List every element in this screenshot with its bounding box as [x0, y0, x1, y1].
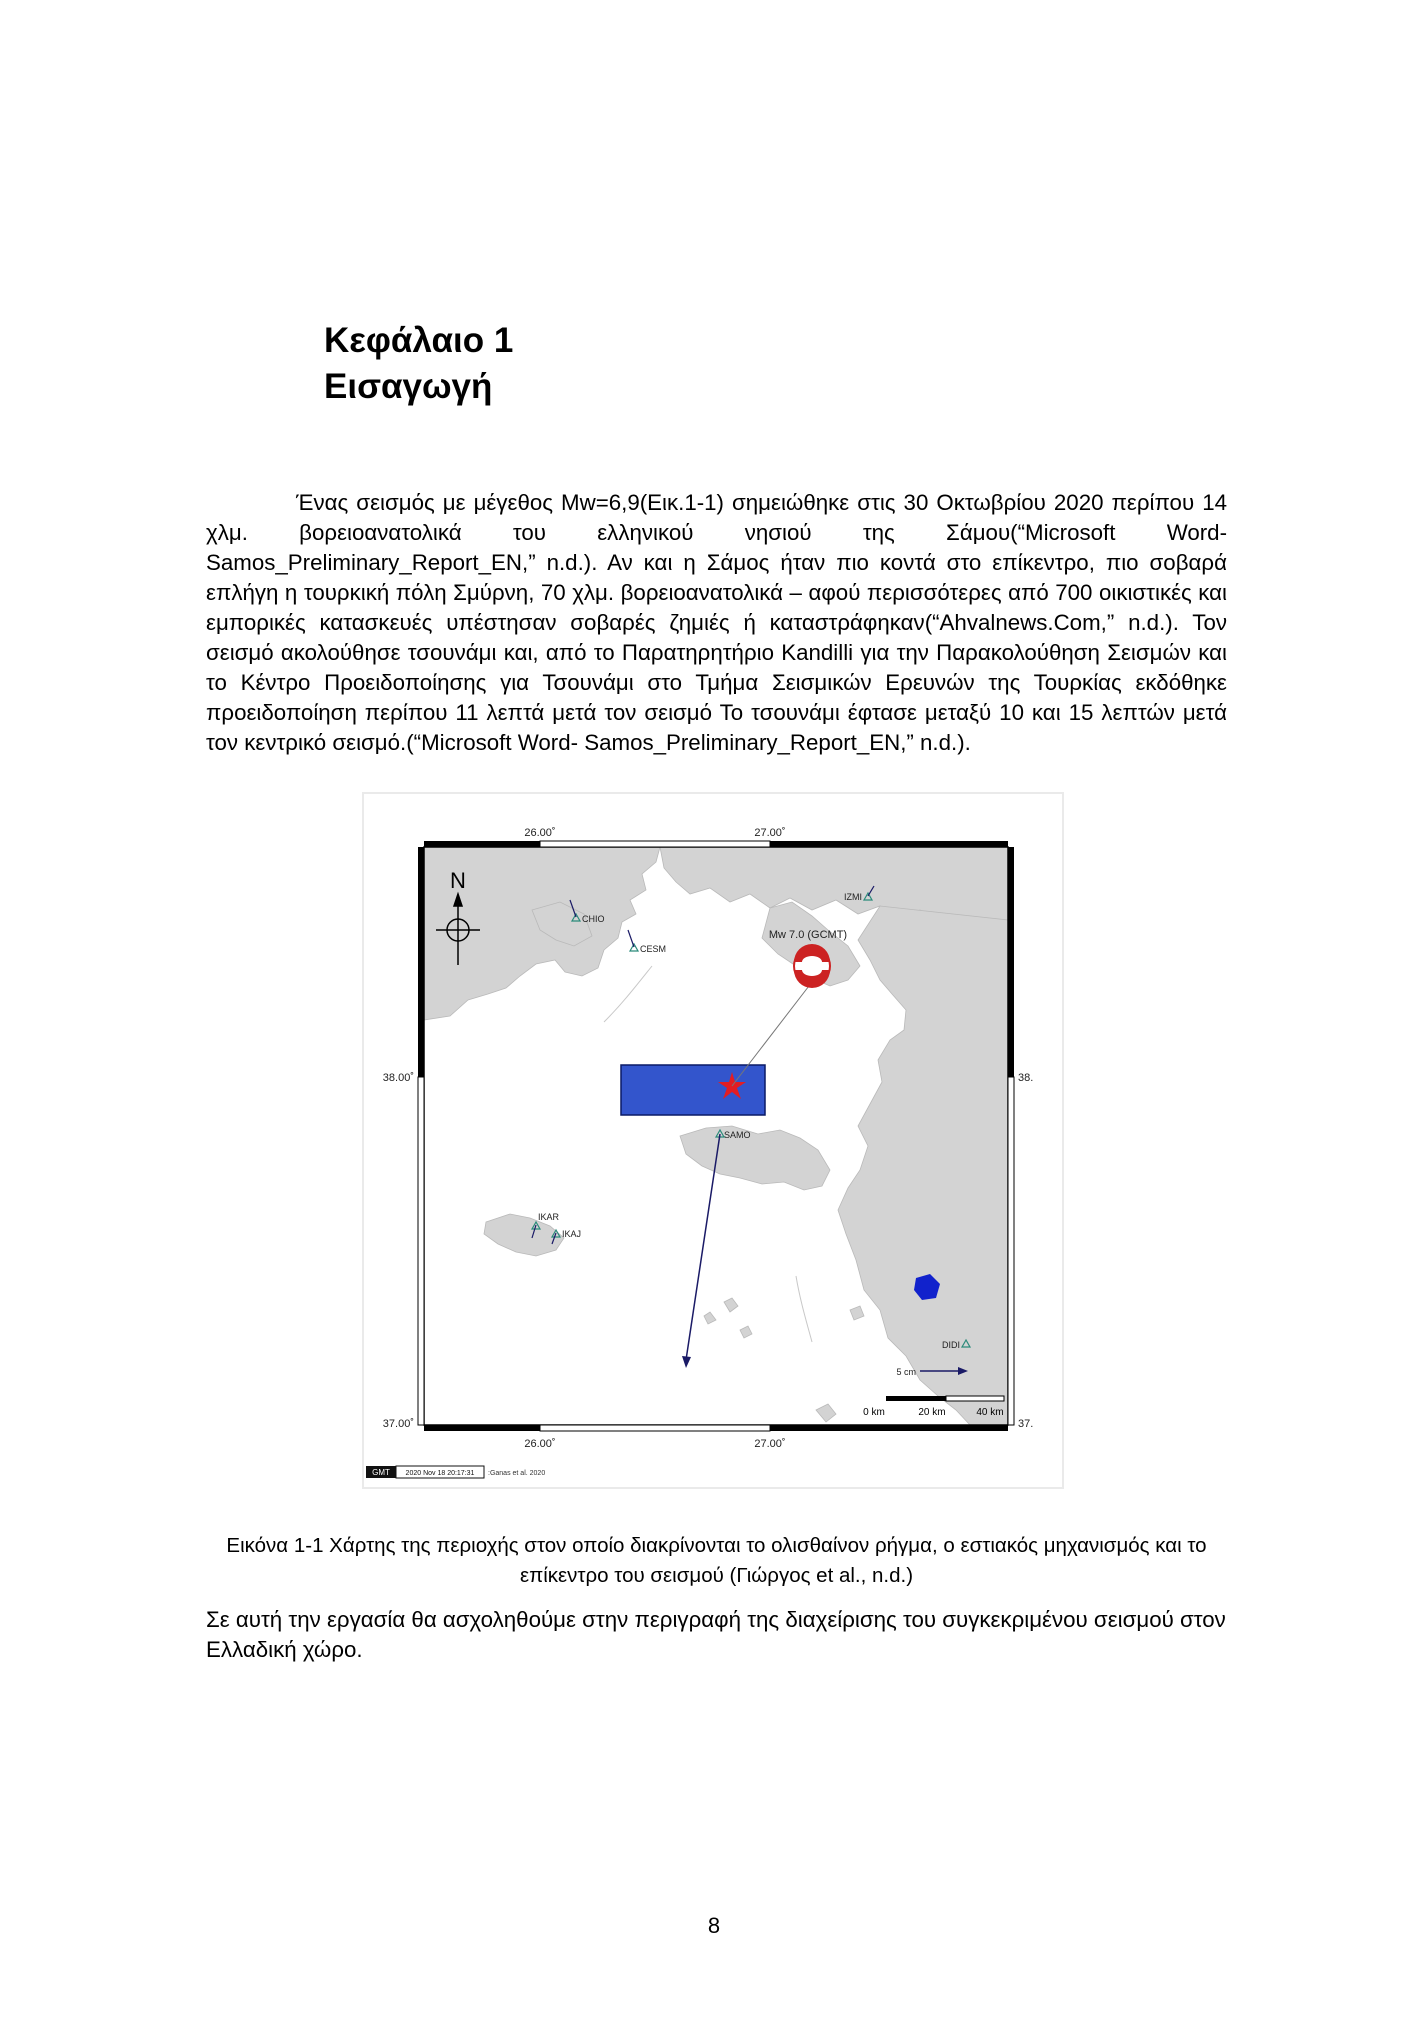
figure-caption: Εικόνα 1-1 Χάρτης της περιοχής στον οποίο διακρίνονται το ολισθαίνον ρήγμα, ο εστιακός μηχανισμός και το επίκεντρο του σεισμού (Γιώργος et al., n.d.)	[226, 1533, 1207, 1587]
mechanism-label: Mw 7.0 (GCMT)	[768, 929, 848, 941]
chapter-title: Εισαγωγή	[324, 367, 493, 406]
lat-label-left-37: 37.00˚	[382, 1418, 414, 1430]
north-label: N	[450, 868, 466, 893]
lon-label-top-27: 27.00˚	[754, 827, 786, 839]
seismic-map-figure	[360, 790, 1067, 1490]
lat-label-right-37: 37.	[1018, 1418, 1034, 1430]
seismic-map	[360, 790, 1067, 1490]
station-label-ikar: IKAR	[538, 1212, 560, 1222]
lon-label-bottom-27: 27.00˚	[754, 1438, 786, 1450]
gmt-credit-text: :Ganas et al. 2020	[488, 1470, 546, 1477]
chapter-number: Κεφάλαιο 1	[324, 321, 514, 360]
lon-label-bottom-26: 26.00˚	[524, 1438, 556, 1450]
vector-scale-label: 5 cm	[896, 1367, 916, 1377]
page-number: 8	[707, 1913, 721, 1938]
intro-paragraph: Ένας σεισμός με μέγεθος Mw=6,9(Εικ.1-1) σημειώθηκε στις 30 Οκτωβρίου 2020 περίπου 14 χλμ. βορειοανατολικά του ελληνικού νησιού της Σάμου(“Microsoft Word- Samos_Preliminary_Report_EN,” n.d.). Αν και η Σάμος ήταν πιο κοντά στο επίκεντρο, πιο σοβαρά επλήγη η τουρκική πόλη Σμύρνη, 70 χλμ. βορειοανατολικά – αφού περισσότερες από 700 οικιστικές και εμπορικές κατασκευές υπέστησαν σοβαρές ζημιές ή καταστράφηκαν(“Ahvalnews.Com,” n.d.). Τον σεισμό ακολούθησε τσουνάμι και, από το Παρατηρητήριο Kandilli για την Παρακολούθηση Σεισμών και το Κέντρο Προειδοποίησης για Τσουνάμι στο Τμήμα Σεισμικών Ερευνών της Τουρκίας εκδόθηκε προειδοποίηση περίπου 11 λεπτά μετά τον σεισμό Το τσουνάμι έφτασε μεταξύ 10 και 15 λεπτών μετά τον κεντρικό σεισμό.(“Microsoft Word- Samos_Preliminary_Report_EN,” n.d.).	[206, 490, 1227, 755]
station-label-didi: DIDI	[942, 1340, 960, 1350]
gmt-logo: GMT	[372, 1468, 390, 1477]
focal-mechanism-beachball-icon	[794, 944, 830, 988]
lat-label-left-38: 38.00˚	[382, 1072, 414, 1084]
gmt-stamp-text: 2020 Nov 18 20:17:31	[405, 1470, 475, 1477]
fault-plane	[621, 1065, 765, 1115]
station-label-izmi: IZMI	[844, 892, 862, 902]
station-label-samo: SAMO	[724, 1130, 751, 1140]
scale-label-20: 20 km	[918, 1407, 946, 1418]
scale-label-40: 40 km	[976, 1407, 1004, 1418]
station-label-cesm: CESM	[640, 944, 667, 954]
lon-label-top-26: 26.00˚	[524, 827, 556, 839]
scale-label-0: 0 km	[863, 1407, 885, 1418]
closing-paragraph: Σε αυτή την εργασία θα ασχοληθούμε στην περιγραφή της διαχείρισης του συγκεκριμένου σεισμού στον Ελλαδική χώρο.	[206, 1607, 1226, 1663]
station-label-chio: CHIO	[582, 914, 605, 924]
chapter-heading	[324, 318, 513, 410]
lat-label-right-38: 38.	[1018, 1072, 1034, 1084]
station-label-ikaj: IKAJ	[562, 1229, 582, 1239]
